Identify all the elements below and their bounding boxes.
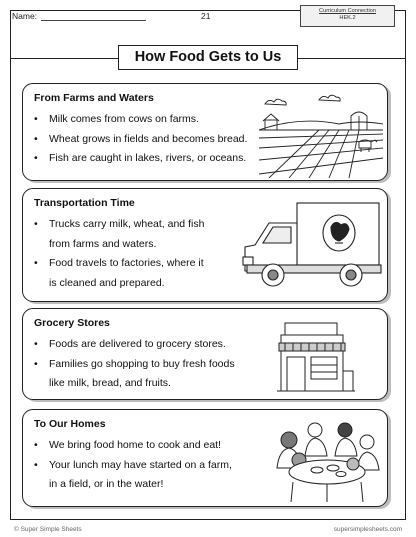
list-item: • Families go shopping to buy fresh foods like milk, bread, and fruits. [34, 355, 235, 394]
list-item: • We bring food home to cook and eat! [34, 436, 232, 456]
family-dinner-icon [269, 416, 381, 504]
farm-field-icon [259, 90, 383, 178]
section-farms [22, 83, 388, 181]
page-title: How Food Gets to Us [118, 45, 298, 70]
section-title: Grocery Stores [34, 317, 110, 329]
list-item: • Wheat grows in fields and becomes bread. [34, 130, 247, 150]
curriculum-label: Curriculum Connection [319, 8, 376, 14]
curriculum-box [300, 5, 395, 27]
section-title: From Farms and Waters [34, 92, 154, 104]
bullet-list [34, 110, 247, 169]
section-homes [22, 409, 388, 507]
name-field [12, 11, 146, 21]
page-number: 21 [201, 11, 211, 21]
list-item: • Trucks carry milk, wheat, and fish from farms and waters. [34, 215, 204, 254]
curriculum-code: HEK.2 [339, 14, 356, 21]
section-title: Transportation Time [34, 197, 135, 209]
list-item: • Fish are caught in lakes, rivers, or oceans. [34, 149, 247, 169]
bullet-list [34, 215, 204, 293]
list-item: • Food travels to factories, where it is cleaned and prepared. [34, 254, 204, 293]
section-grocery [22, 308, 388, 400]
section-title: To Our Homes [34, 418, 106, 430]
list-item: • Milk comes from cows on farms. [34, 110, 247, 130]
bullet-list [34, 335, 235, 394]
footer-website: supersimplesheets.com [333, 526, 402, 533]
bullet-list [34, 436, 232, 495]
section-transportation [22, 188, 388, 302]
name-label: Name: [12, 11, 38, 21]
name-line[interactable] [41, 12, 146, 21]
list-item: • Your lunch may have started on a farm, in a field, or in the water! [34, 456, 232, 495]
footer-copyright: © Super Simple Sheets [14, 526, 82, 533]
grocery-store-icon [275, 319, 355, 395]
delivery-truck-icon [239, 199, 385, 291]
list-item: • Foods are delivered to grocery stores. [34, 335, 235, 355]
